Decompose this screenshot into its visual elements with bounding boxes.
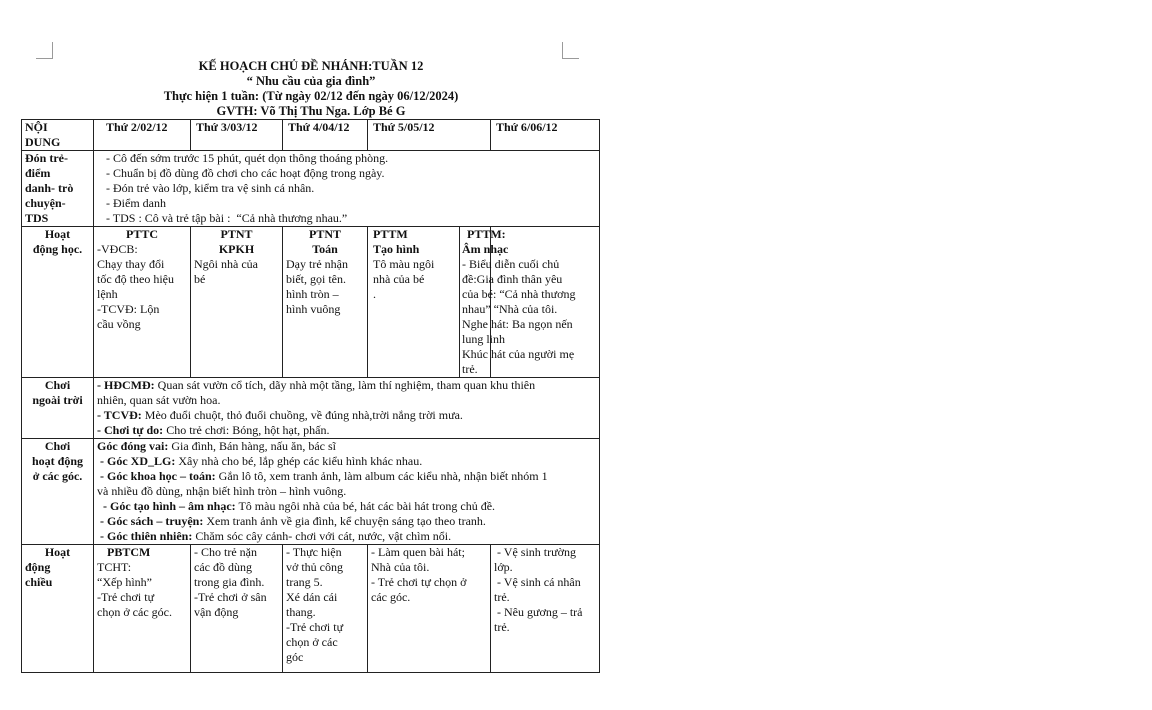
table-row-chieu xyxy=(22,545,600,673)
header-label-line: NỘI xyxy=(25,120,48,134)
cell-subheading: Tạo hình xyxy=(373,242,420,256)
cell-line: Ngôi nhà của xyxy=(194,257,258,271)
page-corner-mark-left xyxy=(36,42,53,59)
row-label-line: Hoạt xyxy=(44,227,71,241)
hdh-tuesday-cell xyxy=(191,227,283,378)
table-header-row xyxy=(22,120,600,151)
cell-subheading: Toán xyxy=(312,242,338,256)
corner-label: Góc đóng vai: xyxy=(97,439,169,453)
cell-line: các đồ dùng xyxy=(194,560,252,574)
table-row-goc xyxy=(22,439,600,545)
cell-line: -TCVĐ: Lộn xyxy=(97,302,160,316)
cell-line: trẻ. xyxy=(494,620,510,634)
hdh-monday-cell xyxy=(94,227,191,378)
corner-label: - Góc XD_LG: xyxy=(97,454,176,468)
ngoai-troi-content xyxy=(94,378,600,439)
cell-line: các góc. xyxy=(371,590,411,604)
chieu-wednesday-cell xyxy=(283,545,368,673)
row-label-line: chuyện- xyxy=(25,196,66,210)
cell-heading: PTTC xyxy=(125,227,158,241)
header-cell-friday: Thứ 6/06/12 xyxy=(491,120,600,151)
page-corner-mark-right xyxy=(562,42,579,59)
corner-text: Xây nhà cho bé, lắp ghép các kiểu hình khác nhau. xyxy=(175,454,423,468)
chieu-tuesday-cell xyxy=(191,545,283,673)
table-row-hoat-dong-hoc xyxy=(22,227,600,378)
header-cell-content xyxy=(22,120,94,151)
cell-line: thang. xyxy=(286,605,316,619)
content-line: - Điểm danh xyxy=(106,196,166,210)
cell-line: tốc độ theo hiệu xyxy=(97,272,174,286)
cell-line: -Trẻ chơi tự xyxy=(97,590,155,604)
plan-teacher: GVTH: Võ Thị Thu Nga. Lớp Bé G xyxy=(216,104,406,118)
row-label-chieu xyxy=(22,545,94,673)
row-label-line: danh- trò xyxy=(25,181,74,195)
row-label-line: ngoài trời xyxy=(32,393,83,407)
cell-line: Tô màu ngôi xyxy=(373,257,435,271)
chieu-monday-cell xyxy=(94,545,191,673)
cell-line: - Biểu diễn cuối chủ xyxy=(462,257,560,271)
table-row-don-tre xyxy=(22,151,600,227)
row-label-line: động xyxy=(25,560,51,574)
cell-line: “Xếp hình” xyxy=(97,575,152,589)
corner-label: - Góc sách – truyện: xyxy=(97,514,204,528)
plan-subtitle: “ Nhu cầu của gia đình” xyxy=(246,74,376,88)
row-label-hoat-dong-hoc xyxy=(22,227,94,378)
corner-text: Xem tranh ảnh về gia đình, kể chuyện sáng tạo theo tranh. xyxy=(203,514,486,528)
cell-line: biết, gọi tên. xyxy=(286,272,346,286)
cell-subheading: KPKH xyxy=(218,242,255,256)
cell-line: chọn ở các góc. xyxy=(97,605,172,619)
row-label-line: động học. xyxy=(32,242,83,256)
cell-line: lệnh xyxy=(97,287,118,301)
table-row-ngoai-troi xyxy=(22,378,600,439)
cell-line: - Nêu gương – trả xyxy=(494,605,583,619)
cell-line: hình tròn – xyxy=(286,287,339,301)
cell-line: - Thực hiện xyxy=(286,545,342,559)
cell-line: Xé dán cái xyxy=(286,590,338,604)
cell-line: Dạy trẻ nhận xyxy=(286,257,348,271)
cell-line: TCHT: xyxy=(97,560,132,574)
hdh-friday-cell xyxy=(462,227,600,378)
row-label-line: điểm xyxy=(25,166,51,180)
cell-line: bé xyxy=(194,272,206,286)
cell-line: - Làm quen bài hát; xyxy=(371,545,465,559)
activity-text: Cho trẻ chơi: Bóng, hột hạt, phấn. xyxy=(163,423,330,437)
cell-line: Chạy thay đổi xyxy=(97,257,165,271)
content-line: - Chuẩn bị đồ dùng đồ chơi cho các hoạt động trong ngày. xyxy=(106,166,385,180)
cell-line: góc xyxy=(286,650,304,664)
row-label-ngoai-troi xyxy=(22,378,94,439)
cell-subheading: Âm nhạc xyxy=(462,242,509,256)
corner-text: Gia đình, Bán hàng, nấu ăn, bác sĩ xyxy=(168,439,336,453)
cell-line: - Trẻ chơi tự chọn ở xyxy=(371,575,467,589)
cell-line: chọn ở các xyxy=(286,635,338,649)
row-label-line: ở các góc. xyxy=(32,469,83,483)
activity-label: - HĐCMĐ: xyxy=(97,378,155,392)
header-cell-monday: Thứ 2/02/12 xyxy=(94,120,191,151)
corner-text: và nhiều đồ dùng, nhận biết hình tròn – hình vuông. xyxy=(97,484,347,498)
cell-line: trẻ. xyxy=(462,362,478,376)
cell-line: cầu vồng xyxy=(97,317,141,331)
plan-period: Thực hiện 1 tuần: (Từ ngày 02/12 đến ngày 06/12/2024) xyxy=(163,89,459,103)
header-cell-thursday: Thứ 5/05/12 xyxy=(368,120,491,151)
cell-line: - Vệ sinh trường xyxy=(494,545,576,559)
cell-line: lung linh xyxy=(462,332,506,346)
cell-line: của bé: “Cả nhà thương xyxy=(462,287,576,301)
cell-divider xyxy=(459,227,460,377)
cell-heading: PTTM xyxy=(373,227,408,241)
cell-heading: PTNT xyxy=(308,227,341,241)
cell-line: Nghe hát: Ba ngọn nến xyxy=(462,317,573,331)
activity-text: Quan sát vườn cổ tích, dãy nhà một tầng, làm thí nghiệm, tham quan khu thiên xyxy=(154,378,536,392)
plan-title: KẾ HOẠCH CHỦ ĐỀ NHÁNH:TUẦN 12 xyxy=(198,59,424,73)
cell-line: Nhà của tôi. xyxy=(371,560,430,574)
corner-label: - Góc khoa học – toán: xyxy=(97,469,216,483)
cell-heading: PTTM: xyxy=(467,227,506,241)
content-line: - Cô đến sớm trước 15 phút, quét dọn thông thoáng phòng. xyxy=(106,151,389,165)
header-cell-tuesday: Thứ 3/03/12 xyxy=(191,120,283,151)
row-label-goc xyxy=(22,439,94,545)
cell-line: - Vệ sinh cá nhân xyxy=(494,575,581,589)
corner-label: - Góc tạo hình – âm nhạc: xyxy=(97,499,236,513)
row-label-line: hoạt động xyxy=(31,454,84,468)
row-label-line: Đón trẻ- xyxy=(25,151,68,165)
activity-label: - TCVĐ: xyxy=(97,408,142,422)
cell-line: trẻ. xyxy=(494,590,510,604)
row-label-line: Chơi xyxy=(44,378,71,392)
content-line: - Đón trẻ vào lớp, kiểm tra vệ sinh cá nhân. xyxy=(106,181,315,195)
row-label-line: Hoạt xyxy=(44,545,71,559)
row-label-line: Chơi xyxy=(44,439,71,453)
chieu-thursday-cell xyxy=(368,545,491,673)
cell-line: - Cho trẻ nặn xyxy=(194,545,257,559)
row-label-line: chiều xyxy=(25,575,53,589)
goc-content xyxy=(94,439,600,545)
hdh-wednesday-cell xyxy=(283,227,368,378)
cell-line: trang 5. xyxy=(286,575,323,589)
cell-line: nhà của bé xyxy=(373,272,425,286)
cell-line: -VĐCB: xyxy=(97,242,138,256)
header-label-line: DUNG xyxy=(25,135,61,149)
corner-text: Gắn lô tô, xem tranh ảnh, làm album các kiểu nhà, nhận biết nhóm 1 xyxy=(215,469,548,483)
corner-text: Chăm sóc cây cảnh- chơi với cát, nước, vật chìm nổi. xyxy=(192,529,452,543)
cell-line: vận động xyxy=(194,605,239,619)
document-header xyxy=(22,59,600,119)
activity-text: Mèo đuổi chuột, thỏ đuổi chuồng, về đúng nhà,trời nắng trời mưa. xyxy=(141,408,463,422)
row-label-line: TDS xyxy=(25,211,49,225)
cell-line: vở thủ công xyxy=(286,560,344,574)
corner-label: - Góc thiên nhiên: xyxy=(97,529,193,543)
cell-heading: PBTCM xyxy=(107,545,151,559)
cell-line: . xyxy=(373,287,376,301)
row-label-don-tre xyxy=(22,151,94,227)
cell-line: hình vuông xyxy=(286,302,341,316)
cell-line: -Trẻ chơi ở sân xyxy=(194,590,267,604)
cell-line: trong gia đình. xyxy=(194,575,265,589)
cell-heading: PTNT xyxy=(220,227,253,241)
chieu-friday-cell xyxy=(491,545,600,673)
cell-line: đề:Gia đình thân yêu xyxy=(462,272,563,286)
content-line: - TDS : Cô và trẻ tập bài : “Cả nhà thương nhau.” xyxy=(106,211,348,225)
cell-line: lớp. xyxy=(494,560,513,574)
weekly-plan-table xyxy=(21,119,600,673)
activity-text: nhiên, quan sát vườn hoa. xyxy=(97,393,221,407)
cell-line: -Trẻ chơi tự xyxy=(286,620,344,634)
cell-line: Khúc hát của người mẹ xyxy=(462,347,575,361)
don-tre-content xyxy=(94,151,600,227)
corner-text: Tô màu ngôi nhà của bé, hát các bài hát trong chủ đề. xyxy=(235,499,496,513)
header-cell-wednesday: Thứ 4/04/12 xyxy=(283,120,368,151)
cell-line: nhau” “Nhà của tôi. xyxy=(462,302,558,316)
activity-label: - Chơi tự do: xyxy=(97,423,164,437)
